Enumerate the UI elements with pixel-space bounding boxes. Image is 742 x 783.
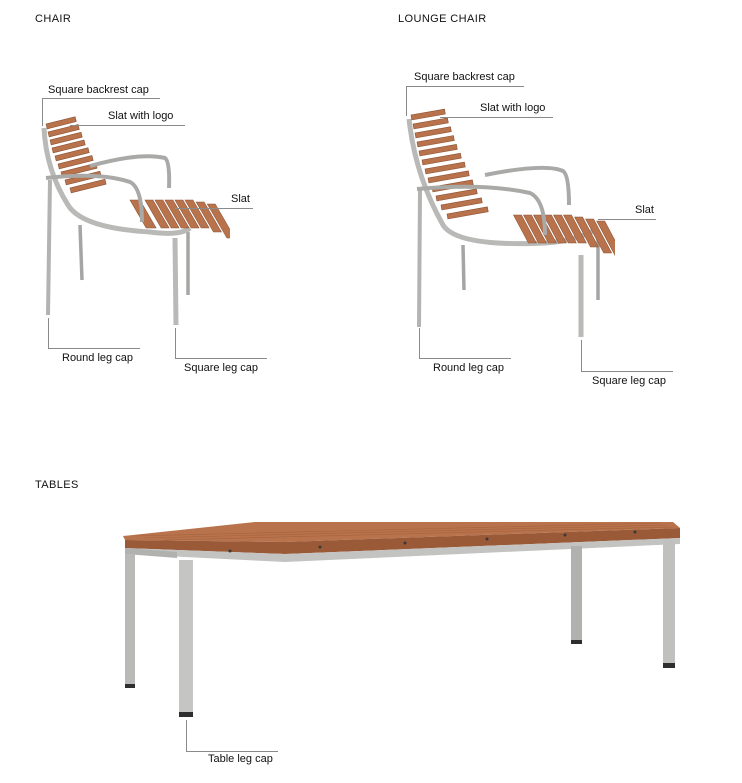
lounge-slat-label: Slat: [635, 204, 654, 216]
tables-section-title: TABLES: [35, 479, 79, 491]
chair-square-leg-cap-label: Square leg cap: [184, 362, 258, 374]
lounge-round-leg-cap-leader: [419, 358, 511, 359]
lounge-backrest-cap-leader: [406, 86, 524, 87]
lounge-slat-logo-label: Slat with logo: [480, 102, 546, 114]
chair-illustration: [30, 110, 230, 330]
table-leg-cap-leader: [186, 751, 278, 752]
lounge-square-leg-cap-leader: [581, 371, 673, 372]
chair-square-leg-cap-leader-vertical: [175, 328, 176, 358]
lounge-square-leg-cap-label: Square leg cap: [592, 375, 666, 387]
lounge-round-leg-cap-label: Round leg cap: [433, 362, 504, 374]
lounge-backrest-cap-leader-vertical: [406, 86, 407, 116]
lounge-square-leg-cap-leader-vertical: [581, 340, 582, 371]
chair-round-leg-cap-leader-vertical: [48, 318, 49, 348]
table-illustration: [115, 510, 695, 725]
lounge-slat-leader: [598, 219, 656, 220]
chair-backrest-cap-leader-vertical: [42, 98, 43, 126]
chair-section-title: CHAIR: [35, 13, 72, 25]
chair-round-leg-cap-label: Round leg cap: [62, 352, 133, 364]
lounge-chair-section-title: LOUNGE CHAIR: [398, 13, 487, 25]
chair-square-leg-cap-leader: [175, 358, 267, 359]
chair-slat-logo-label: Slat with logo: [108, 110, 174, 122]
lounge-slat-logo-leader: [440, 117, 553, 118]
chair-slat-label: Slat: [231, 193, 250, 205]
lounge-backrest-cap-label: Square backrest cap: [414, 71, 515, 83]
chair-backrest-cap-leader: [42, 98, 160, 99]
lounge-chair-illustration: [395, 105, 615, 345]
chair-slat-leader: [175, 208, 253, 209]
table-leg-cap-leader-vertical: [186, 720, 187, 751]
table-leg-cap-label: Table leg cap: [208, 753, 273, 765]
lounge-round-leg-cap-leader-vertical: [419, 328, 420, 358]
chair-backrest-cap-label: Square backrest cap: [48, 84, 149, 96]
chair-round-leg-cap-leader: [48, 348, 140, 349]
chair-slat-logo-leader: [70, 125, 185, 126]
